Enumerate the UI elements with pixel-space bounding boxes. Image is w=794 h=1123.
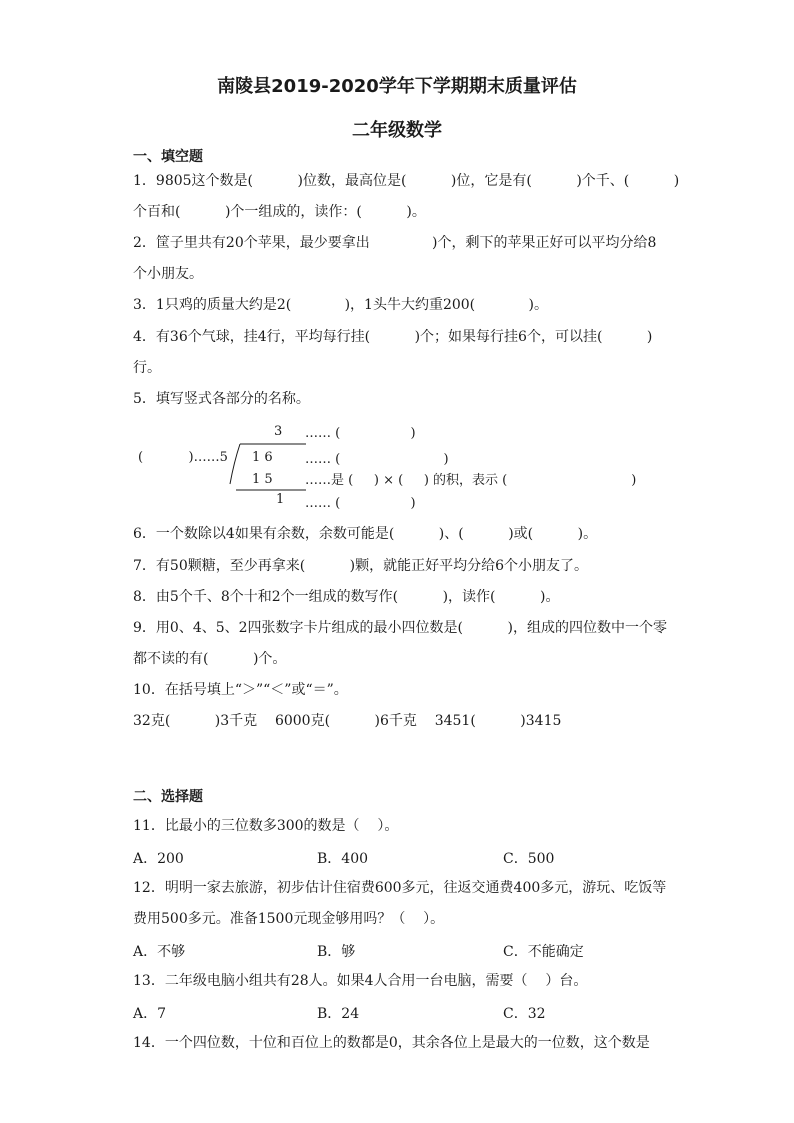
- question-line: 2．筐子里共有20个苹果，最少要拿出 )个，剩下的苹果正好可以平均分给8: [133, 235, 657, 251]
- question-line: 12．明明一家去旅游，初步估计住宿费600多元，往返交通费400多元，游玩、吃饭等: [133, 880, 667, 896]
- question-line: 个小朋友。: [133, 266, 203, 282]
- division-underline: [236, 488, 308, 492]
- question-line: 7．有50颗糖，至少再拿来( )颗，就能正好平均分给6个小朋友了。: [133, 558, 589, 574]
- question-line: 6．一个数除以4如果有余数，余数可能是( )、( )或( )。: [133, 526, 598, 542]
- page-subtitle: 二年级数学: [352, 120, 442, 141]
- question-line: 32克( )3千克 6000克( )6千克 3451( )3415: [133, 713, 562, 729]
- question-line: 14．一个四位数，十位和百位上的数都是0，其余各位上是最大的一位数，这个数是: [133, 1035, 650, 1051]
- question-line: 都不读的有( )个。: [133, 651, 287, 667]
- option-b: B．24: [317, 1006, 360, 1022]
- question-line: 费用500多元。准备1500元现金够用吗？（ ）。: [133, 911, 445, 927]
- question-line: 5．填写竖式各部分的名称。: [133, 391, 310, 407]
- question-line: 13．二年级电脑小组共有28人。如果4人合用一台电脑，需要（ ）台。: [133, 973, 588, 989]
- option-c: C．32: [503, 1006, 546, 1022]
- option-c: C．500: [503, 851, 555, 867]
- division-quotient-label: …… ( ): [305, 426, 416, 441]
- division-remainder: 1: [276, 492, 285, 507]
- section-heading-fill-blank: 一、填空题: [133, 149, 203, 165]
- question-line: 4．有36个气球，挂4行，平均每行挂( )个；如果每行挂6个，可以挂( ): [133, 329, 653, 345]
- option-a: A．不够: [133, 944, 186, 960]
- division-dividend-label: …… ( ): [305, 452, 449, 467]
- question-line: 10．在括号填上“＞”“＜”或“＝”。: [133, 682, 348, 698]
- question-line: 11．比最小的三位数多300的数是（ ）。: [133, 818, 399, 834]
- division-product: 1 5: [252, 472, 273, 487]
- division-dividend: 1 6: [252, 450, 273, 465]
- option-c: C．不能确定: [503, 944, 584, 960]
- option-a: A．200: [133, 851, 184, 867]
- question-line: 3．1只鸡的质量大约是2( )，1头牛大约重200( )。: [133, 297, 549, 313]
- question-line: 8．由5个千、8个十和2个一组成的数写作( )，读作( )。: [133, 589, 560, 605]
- division-remainder-label: …… ( ): [305, 496, 416, 511]
- question-line: 9．用0、4、5、2四张数字卡片组成的最小四位数是( )，组成的四位数中一个零: [133, 620, 667, 636]
- division-quotient: 3: [274, 424, 283, 439]
- division-product-label: ……是 ( ) × ( ) 的积，表示 ( ): [305, 473, 637, 488]
- section-heading-multiple-choice: 二、选择题: [133, 789, 203, 805]
- option-b: B．400: [317, 851, 369, 867]
- question-line: 1．9805这个数是( )位数，最高位是( )位，它是有( )个千、( ): [133, 173, 680, 189]
- option-b: B．够: [317, 944, 356, 960]
- question-line: 个百和( )个一组成的，读作：( )。: [133, 204, 426, 220]
- option-a: A．7: [133, 1006, 167, 1022]
- page-title: 南陵县2019-2020学年下学期期末质量评估: [217, 76, 577, 97]
- question-line: 行。: [133, 360, 161, 376]
- division-left-label: ( )……5: [138, 450, 228, 465]
